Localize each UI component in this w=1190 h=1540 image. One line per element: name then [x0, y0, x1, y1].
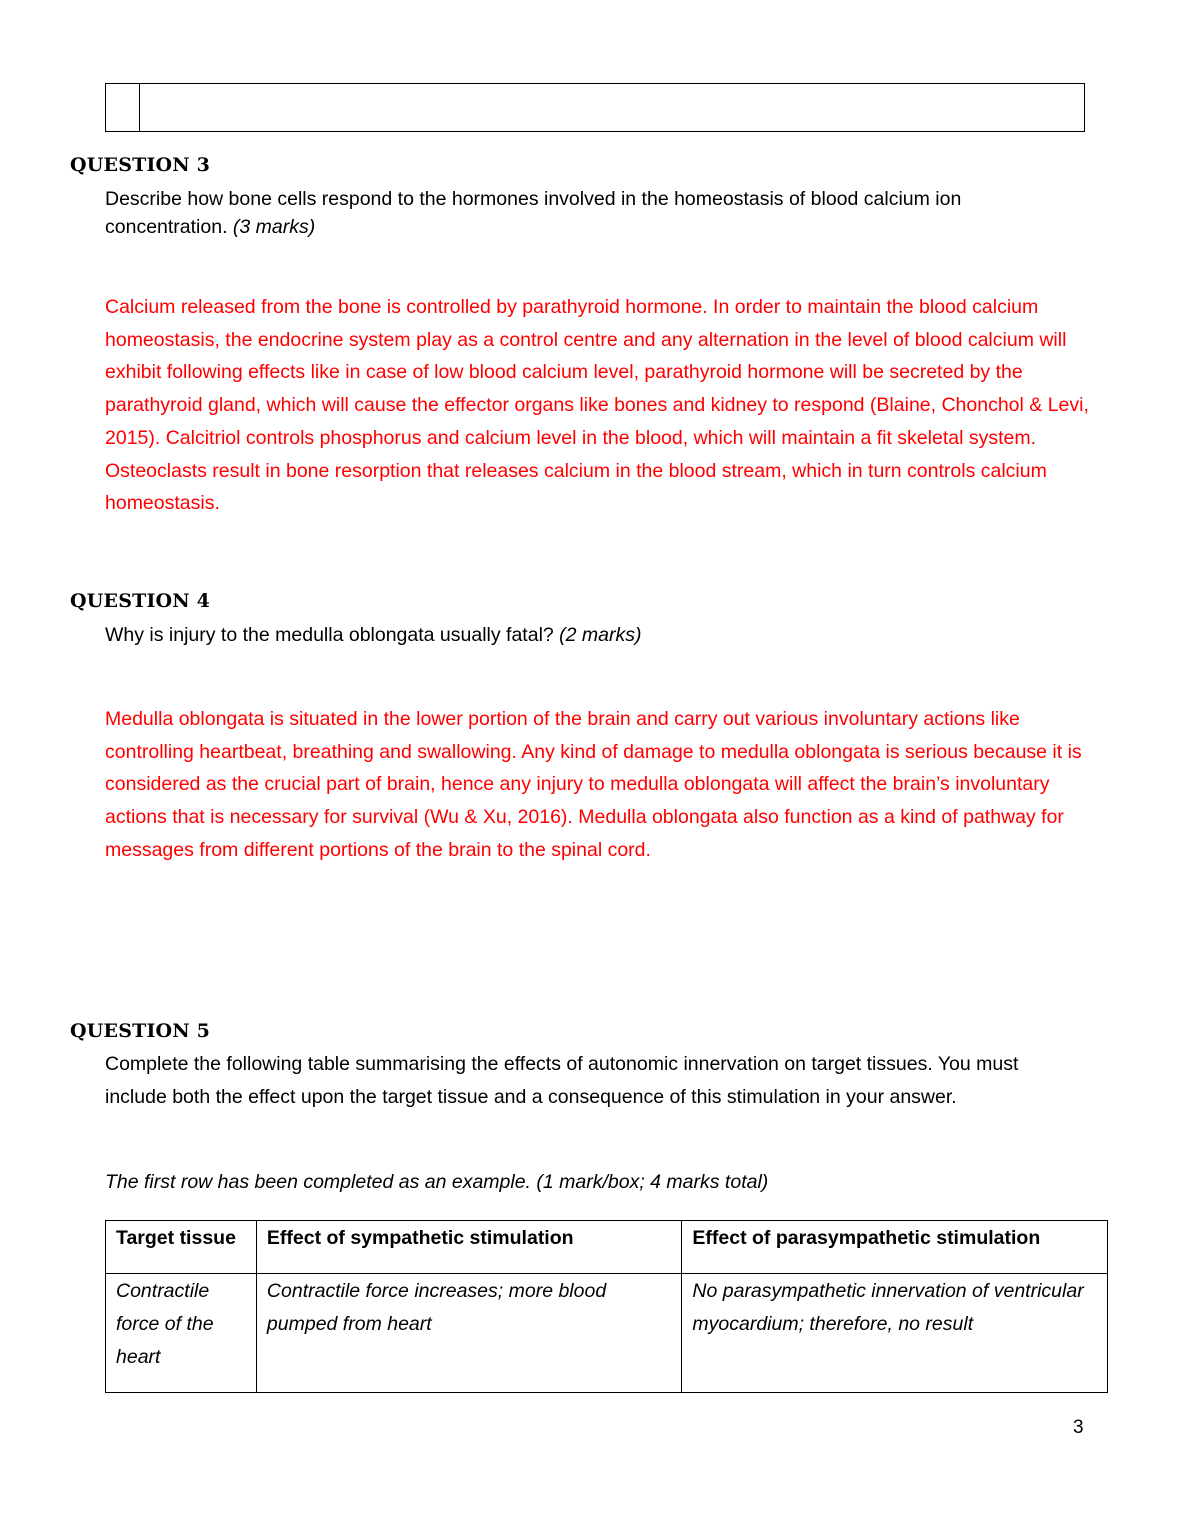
- question-5-instruction-text: The first row has been completed as an example. (1 mark/box; 4 marks total): [105, 1171, 769, 1193]
- header-sympathetic: Effect of sympathetic stimulation: [256, 1221, 681, 1274]
- page-number: 3: [1073, 1417, 1084, 1438]
- question-4-marks: (2 marks): [559, 624, 642, 646]
- question-4-prompt: [105, 621, 1085, 649]
- question-5-prompt: Complete the following table summarising the effects of autonomic innervation on target tissues. You must include both the effect upon the target tissue and a consequence of this stimulation in your answer.: [105, 1053, 1019, 1108]
- question-5-instruction: [105, 1168, 1085, 1196]
- header-parasympathetic: Effect of parasympathetic stimulation: [682, 1221, 1108, 1274]
- cell-parasympathetic: No parasympathetic innervation of ventricular myocardium; therefore, no result: [682, 1274, 1108, 1393]
- question-3-prompt: [105, 185, 1085, 241]
- table-header-row: [106, 1221, 1108, 1274]
- cell-sympathetic: Contractile force increases; more blood pumped from heart: [256, 1274, 681, 1393]
- question-3-answer: Calcium released from the bone is controlled by parathyroid hormone. In order to maintain the blood calcium homeostasis, the endocrine system play as a control centre and any alternation in the level of blood calcium will exhibit following effects like in case of low blood calcium level, parathyroid hormone will be secreted by the parathyroid gland, which will cause the effector organs like bones and kidney to respond (Blaine, Chonchol & Levi, 2015). Calcitriol controls phosphorus and calcium level in the blood, which will maintain a fit skeletal system. Osteoclasts result in bone resorption that releases calcium in the blood stream, which in turn controls calcium homeostasis.: [105, 296, 1089, 515]
- empty-table-remnant: [105, 83, 1085, 132]
- autonomic-effects-table: [105, 1220, 1108, 1393]
- table-row: [106, 1274, 1108, 1393]
- question-4-heading: QUESTION 4: [70, 590, 211, 612]
- question-3-marks: (3 marks): [232, 216, 316, 238]
- question-4-answer: Medulla oblongata is situated in the lower portion of the brain and carry out various involuntary actions like controlling heartbeat, breathing and swallowing. Any kind of damage to medulla oblongata is serious because it is considered as the crucial part of brain, hence any injury to medulla oblongata will affect the brain’s involuntary actions that is necessary for survival (Wu & Xu, 2016). Medulla oblongata also function as a kind of pathway for messages from different portions of the brain to the spinal cord.: [105, 708, 1082, 861]
- question-3-heading: QUESTION 3: [70, 154, 211, 176]
- header-target-tissue: Target tissue: [106, 1221, 257, 1274]
- question-3-prompt-text: Describe how bone cells respond to the hormones involved in the homeostasis of blood calcium ion concentration.: [105, 188, 962, 238]
- question-4-prompt-text: Why is injury to the medulla oblongata usually fatal?: [105, 624, 554, 646]
- table-cell-divider: [139, 84, 140, 131]
- question-5-heading: QUESTION 5: [70, 1020, 211, 1042]
- cell-target-tissue: Contractile force of the heart: [106, 1274, 257, 1393]
